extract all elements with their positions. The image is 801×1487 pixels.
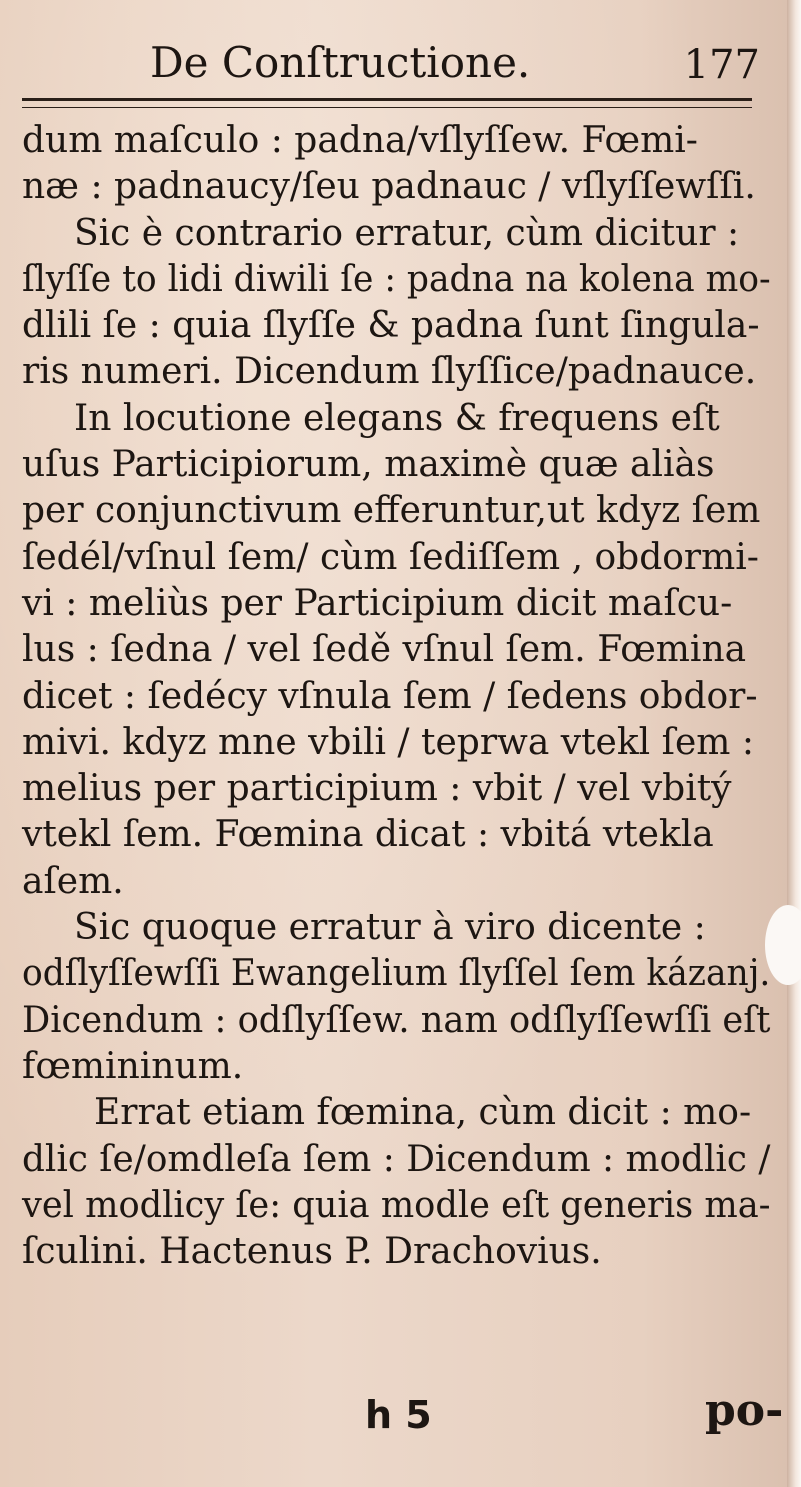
text-line: per conjunctivum efferuntur,ut kdyz ſem xyxy=(22,490,761,532)
page-edge xyxy=(787,0,801,1487)
text-line: mivi. kdyz mne vbili / teprwa vtekl ſem : xyxy=(22,721,754,763)
text-line: vtekl ſem. Fœmina dicat : vbitá vtekla xyxy=(22,814,714,856)
body-text xyxy=(22,118,770,1275)
text-line: melius per participium : vbit / vel vbitý xyxy=(22,768,732,810)
text-line: dicet : ſedécy vſnula ſem / ſedens obdor- xyxy=(22,675,758,717)
text-line: Errat etiam fœmina, cùm dicit : mo- xyxy=(94,1092,752,1134)
text-line: ris numeri. Dicendum ſlyſſice/padnauce. xyxy=(22,351,757,393)
text-line: vel modlicy ſe: quia modle eſt generis ma- xyxy=(22,1184,771,1226)
running-title: De Conſtructione. xyxy=(150,38,531,87)
text-line: Dicendum : odſlyſſew. nam odſlyſſewſſi eſt xyxy=(22,999,771,1041)
text-line: uſus Participiorum, maximè quæ aliàs xyxy=(22,444,715,486)
text-line: fœmininum. xyxy=(22,1045,244,1087)
text-line: vi : meliùs per Participium dicit maſcu- xyxy=(22,582,733,624)
text-line: ſedél/vſnul ſem/ cùm ſediſſem , obdormi- xyxy=(22,536,759,578)
text-line: odſlyſſewſſi Ewangelium ſlyſſel ſem kázanj. xyxy=(22,953,771,995)
text-line: dum maſculo : padna/vſlyſſew. Fœmi- xyxy=(22,120,698,161)
text-line: Sic quoque erratur à viro dicente : xyxy=(74,907,706,949)
text-line: ſculini. Hactenus P. Drachovius. xyxy=(22,1231,602,1273)
text-line: dlili ſe : quia ſlyſſe & padna ſunt ſingula- xyxy=(22,305,760,347)
page-footer xyxy=(0,1385,801,1465)
page-number: 177 xyxy=(683,42,760,88)
page-tear xyxy=(765,905,801,985)
text-line: dlic ſe/omdleſa ſem : Dicendum : modlic / xyxy=(22,1138,771,1180)
text-line: Sic è contrario erratur, cùm dicitur : xyxy=(74,212,740,254)
text-line: lus : ſedna / vel ſedě vſnul ſem. Fœmina xyxy=(22,629,747,671)
text-line: In locutione elegans & frequens eſt xyxy=(74,397,720,439)
text-line: aſem. xyxy=(22,860,124,902)
signature-mark: h 5 xyxy=(365,1393,432,1437)
text-line: næ : padnaucy/ſeu padnauc / vſlyſſewſſi. xyxy=(22,166,756,208)
header-rule xyxy=(22,98,752,108)
text-line: ſlyſſe to lidi diwili ſe : padna na kolena mo- xyxy=(22,258,771,300)
catchword: po- xyxy=(705,1385,784,1436)
running-header xyxy=(150,38,760,98)
